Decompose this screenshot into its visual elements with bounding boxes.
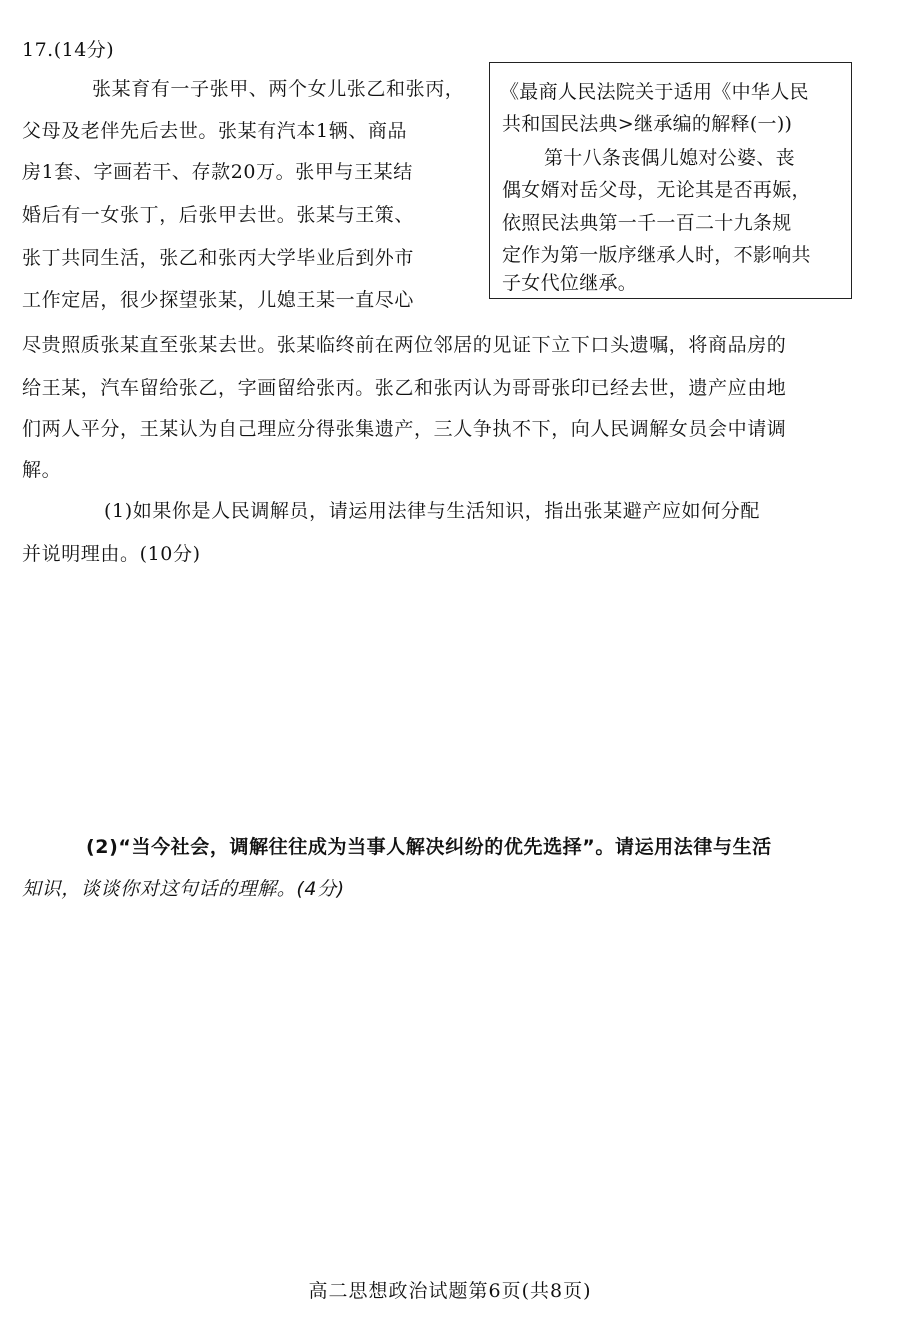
story-line-2: 父母及老伴先后去世。张某有汽本1辆、商品	[22, 120, 408, 142]
story-full-line-1: 尽贵照质张某直至张某去世。张某临终前在两位邻居的见证下立下口头遗嘱，将商品房的	[22, 334, 787, 356]
story-full-line-4: 解。	[22, 459, 62, 481]
story-line-1: 张某育有一子张甲、两个女儿张乙和张丙，	[92, 78, 465, 100]
page-footer: 高二思想政治试题第6页(共8页)	[308, 1280, 592, 1302]
sub-question-1-line-2: 并说明理由。(10分)	[22, 543, 201, 565]
law-box-line-7: 子女代位继承。	[502, 272, 638, 294]
story-line-6: 工作定居，很少探望张某，儿媳王某一直尽心	[22, 289, 415, 311]
law-box-line-1: 《最商人民法院关于适用《中华人民	[500, 81, 809, 103]
sub-question-2-line-2: 知识，谈谈你对这句话的理解。(4分)	[22, 878, 345, 900]
law-box-line-2: 共和国民法典>继承编的解释(一))	[502, 113, 793, 135]
law-box-line-4: 偶女婿对岳父母，无论其是否再娠，	[502, 179, 811, 201]
story-full-line-3: 们两人平分，王某认为自己理应分得张集遗产，三人争执不下，向人民调解女员会中请调	[22, 418, 787, 440]
story-line-3: 房1套、字画若干、存款20万。张甲与王某结	[22, 161, 413, 183]
sub-question-2-line-1: (2)“当今社会，调解往往成为当事人解决纠纷的优先选择”。请运用法律与生活	[86, 836, 772, 858]
law-box-line-5: 依照民法典第一千一百二十九条规	[502, 212, 792, 234]
question-number: 17.(14分)	[22, 39, 115, 61]
law-box-line-3: 第十八条丧偶儿媳对公婆、丧	[544, 147, 795, 169]
story-line-5: 张丁共同生活，张乙和张丙大学毕业后到外市	[22, 247, 415, 269]
law-box-line-6: 定作为第一版序继承人时，不影响共	[502, 244, 811, 266]
law-quote-box	[489, 62, 852, 299]
sub-question-1-line-1: (1)如果你是人民调解员，请运用法律与生活知识，指出张某避产应如何分配	[104, 500, 760, 522]
story-line-4: 婚后有一女张丁，后张甲去世。张某与王策、	[22, 204, 415, 226]
story-full-line-2: 给王某，汽车留给张乙，字画留给张丙。张乙和张丙认为哥哥张印已经去世，遗产应由地	[22, 377, 787, 399]
